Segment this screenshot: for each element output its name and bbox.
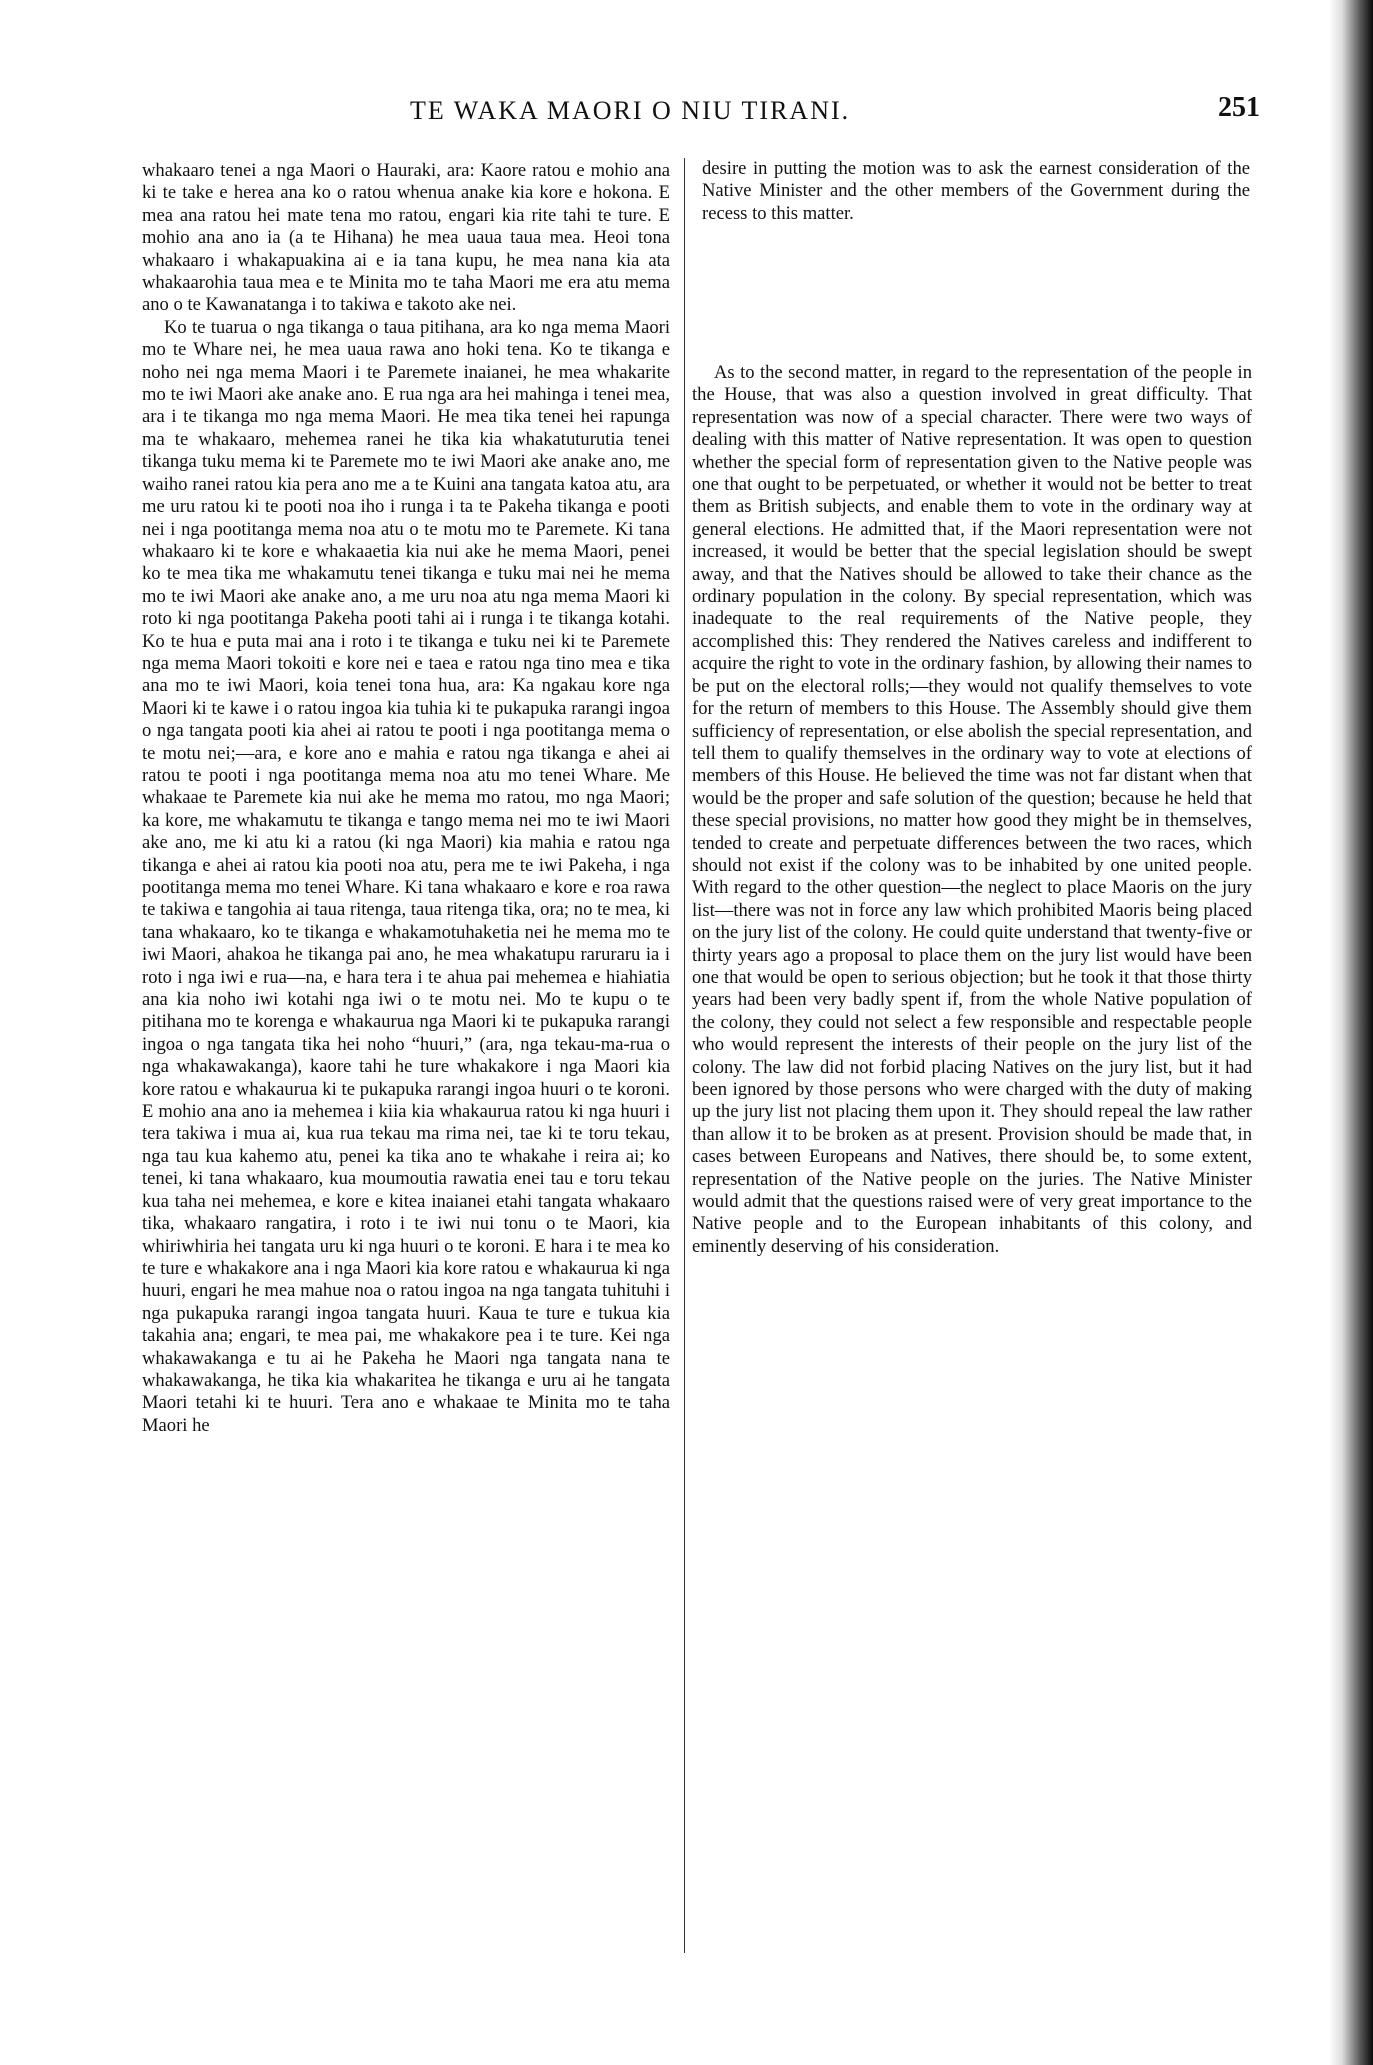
left-paragraph-2: Ko te tuarua o nga tikanga o taua pitihana, ara ko nga mema Maori mo te Whare nei, he mea uaua rawa ano hoki tena. Ko te tikanga e noho nei nga mema Maori i te Paremete inaianei, he mea whakarite mo te iwi Maori ake anake ano. E rua nga ara hei mahinga i tenei mea, ara i te tikanga mo nga mema Maori. He mea tika tenei hei rapunga ma te whakaaro, mehemea ranei he tika kia whakatuturutia tenei tikanga tuku mema ki te Paremete mo te iwi Maori ake anake ano, me waiho ranei ratou kia pera ano me a te Kuini ana tangata katoa atu, ara me uru ratou ki te pooti noa iho i runga i ta te Pakeha tikanga e pooti nei i nga pootitanga mema noa atu o te motu mo te Paremete. Ki tana whakaaro ki te kore e whakaaetia kia nui ake he mema Maori, penei ko te mea tika me whakamutu tenei tikanga e tuku mai nei he mema mo te iwi Maori ake anake ano, a me uru noa atu nga mema Maori ki roto ki nga pootitanga Pakeha pooti tahi ai i runga i te tikanga kotahi. Ko te hua e puta mai ana i roto i te tikanga e tuku nei ki te Paremete nga mema Maori tokoiti e kore nei e taea e ratou nga tino mea e tika ana mo te iwi Maori, koia tenei tona hua, ara: Ka ngakau kore nga Maori ki te kawe i o ratou ingoa kia tuhia ki te pukapuka rarangi ingoa o nga tangata pooti kia ahei ai ratou te pooti i nga pootitanga mema o te motu nei;—ara, e kore ano e mahia e ratou nga tikanga e ahei ai ratou te pooti i nga pootitanga mema noa atu mo tenei Whare. Me whakaae te Paremete kia nui ake he mema mo ratou, mo nga Maori; ka kore, me whakamutu te tikanga e tango mema nei mo te iwi Maori ake ano, me ki atu ki a ratou (ki nga Maori) kia mahia e ratou nga tikanga e ahei ai ratou kia pooti noa atu, pera me te iwi Pakeha, i nga pootitanga mema mo tenei Whare. Ki tana whakaaro e kore e roa rawa te takiwa e tangohia ai taua ritenga, taua ritenga tika, ora; no te mea, ki tana whakaaro, ko te tikanga e whakamotuhaketia nei he mema mo te iwi Maori, ahakoa he tikanga pai ano, he mea whakatupu raruraru ia i roto i nga iwi e rua—na, e hara tera i te ahua pai mehemea e hiahiatia ana kia noho iwi kotahi nga iwi o te motu nei. Mo te kupu o te pitihana mo te korenga e whakaurua nga Maori ki te pukapuka rarangi ingoa o nga tangata tika hei noho “huuri,” (ara, nga tekau-ma-rua o nga whakawakanga), kaore tahi he ture whakakore i nga Maori kia kore ratou e whakaurua ki te pukapuka rarangi ingoa huuri o te koroni. E mohio ana ano ia mehemea i kiia kia whakaurua ratou ki nga huuri i tera takiwa i mua ai, kua rua tekau ma rima nei, tae ki te toru tekau, nga tau kua kahemo atu, penei ka tika ano te whakahe i reira ai; ko tenei, ki tana whakaaro, kua moumoutia rawatia enei tau e toru tekau kua taha nei mehemea, e kore e kitea inaianei etahi tangata whakaaro tika, whakaaro rangatira, i roto i te iwi nui tonu o te Maori, kia whiriwhiria hei tangata uru ki nga huuri o te koroni. E hara i te mea ko te ture e whakakore ana i nga Maori kia kore ratou e whakaurua ki nga huuri, engari he mea mahue noa o ratou ingoa na nga tangata tuhituhi i nga pukapuka rarangi ingoa tangata huuri. Kaua te ture e tukua kia takahia ana; engari, te mea pai, me whakakore pea i te ture. Kei nga whakawakanga e tu ai he Pakeha he Maori nga tangata nana te whakawakanga, he tika kia whakaritea he tikanga e uru ai he tangata Maori tetahi ki te huuri. Tera ano e whakaae te Minita mo te taha Maori he [142,316,670,1436]
page-header [140,92,1260,136]
right-paragraph-2: As to the second matter, in regard to the representation of the people in the House, that was also a question involved in great difficulty. That representation was now of a special character. There were two ways of dealing with this matter of Native representation. It was open to question whether the special form of representation given to the Native people was one that ought to be perpetuated, or whether it would not be better to treat them as British subjects, and enable them to vote in the ordinary way at general elections. He admitted that, if the Maori representation were not increased, it would be better that the special legislation should be swept away, and that the Natives should be allowed to take their chance as the ordinary population in the colony. By special representation, which was inadequate to the real requirements of the Native people, they accomplished this: They rendered the Natives careless and indifferent to acquire the right to vote in the ordinary fashion, by allowing their names to be put on the electoral rolls;—they would not qualify themselves to vote for the return of members to this House. The Assembly should give them sufficiency of representation, or else abolish the special representation, and tell them to qualify themselves in the ordinary way to vote at elections of members of this House. He believed the time was not far distant when that would be the proper and safe solution of the question; because he held that these special provisions, no matter how good they might be in themselves, tended to create and perpetuate differences between the two races, which should not exist if the colony was to be inhabited by one united people. With regard to the other question—the neglect to place Maoris on the jury list—there was not in force any law which prohibited Maoris being placed on the jury list of the colony. He could quite understand that twenty-five or thirty years ago a proposal to place them on the jury list would have been one that would be open to serious objection; but he took it that those thirty years had been very badly spent if, from the whole Native population of the colony, they could not select a few responsible and respectable people who would represent the interests of their people on the jury list of the colony. The law did not forbid placing Natives on the jury list, but it had been ignored by those persons who were charged with the duty of making up the jury list not placing them upon it. They should repeal the law rather than allow it to be broken as at present. Provision should be made that, in cases between Europeans and Natives, there should be, to some extent, representation of the Native people on the juries. The Native Minister would admit that the questions raised were of very great importance to the Native people and to the European inhabitants of this colony, and eminently deserving of his consideration. [692,362,1252,1257]
page-edge-shadow [1329,0,1373,2065]
right-column-english-main [692,362,1252,1258]
column-divider [684,158,685,1953]
left-column-maori-text [142,160,670,1437]
page-number: 251 [1218,92,1260,123]
page-title: TE WAKA MAORI O NIU TIRANI. [410,96,851,125]
left-paragraph-1: whakaaro tenei a nga Maori o Hauraki, ara: Kaore ratou e mohio ana ki te take e herea ana ko o ratou whenua anake kia kore e hokona. E mea ana ratou hei mate tena mo ratou, engari kia rite tahi te ture. E mohio ana ano ia (a te Hihana) he mea uaua taua mea. Heoi tona whakaaro i whakapuakina ai e ia tana kupu, he mea nana kia ata whakaarohia taua mea e te Minita mo te taha Maori me era atu mema ano o te Kawanatanga i to takiwa e takoto ake nei. [142,160,670,316]
right-column-english-top [702,158,1250,225]
right-paragraph-1: desire in putting the motion was to ask the earnest consideration of the Native Minister and the other members of the Government during the recess to this matter. [702,158,1250,224]
